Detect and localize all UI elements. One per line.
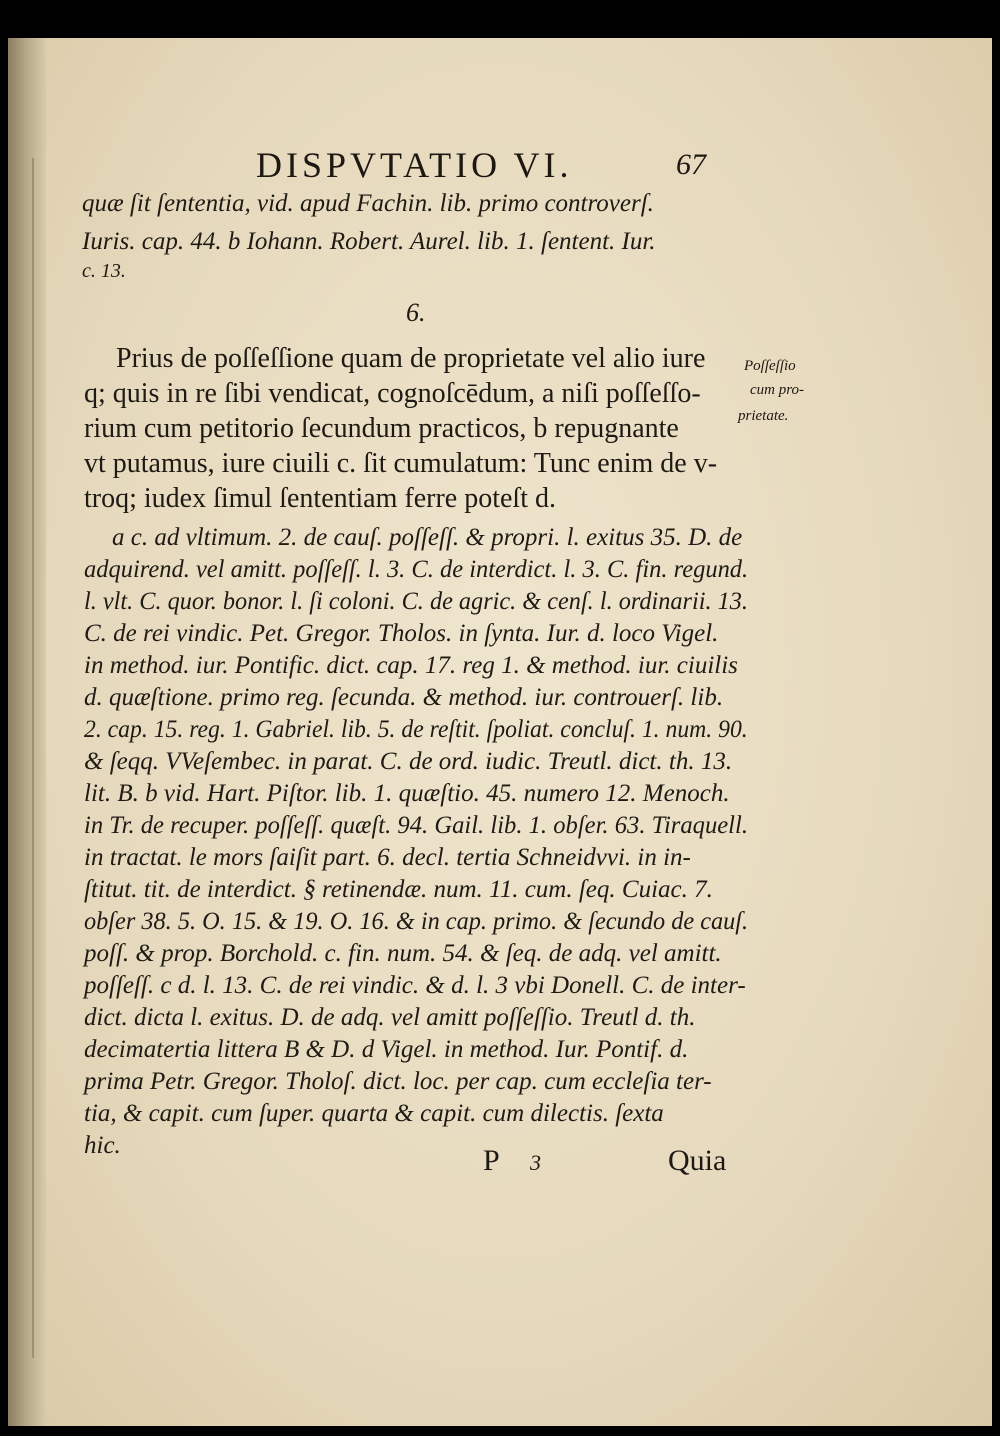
footnote-line: in Tr. de recuper. poſſeſſ. quæſt. 94. Gail. lib. 1. obſer. 63. Tiraquell. (84, 812, 749, 839)
footnote-line: d. quæſtione. primo reg. ſecunda. & method. iur. controuerſ. lib. (84, 684, 724, 711)
footnote-line: ſtitut. tit. de interdict. § retinendæ. num. 11. cum. ſeq. Cuiac. 7. (84, 876, 713, 903)
footnote-line: quæ ſit ſententia, vid. apud Fachin. lib. primo controverſ. (82, 190, 654, 217)
footnote-line: dict. dicta l. exitus. D. de adq. vel amitt poſſeſſio. Treutl d. th. (84, 1004, 696, 1031)
footnote-line: lit. B. b vid. Hart. Piſtor. lib. 1. quæſtio. 45. numero 12. Menoch. (84, 780, 730, 807)
signature-mark: P (483, 1144, 500, 1177)
book-page (8, 38, 992, 1426)
footnote-line: poſſeſſ. c d. l. 13. C. de rei vindic. & d. l. 3 vbi Donell. C. de inter- (84, 972, 746, 999)
catchword: Quia (668, 1144, 727, 1177)
running-title: DISPVTATIO VI. (256, 145, 573, 185)
footnote-line: 2. cap. 15. reg. 1. Gabriel. lib. 5. de reſtit. ſpoliat. concluſ. 1. num. 90. (84, 716, 748, 743)
footnote-line: decimatertia littera B & D. d Vigel. in method. Iur. Pontif. d. (84, 1036, 689, 1063)
body-line: troq; iudex ſimul ſententiam ferre poteſt d. (84, 483, 556, 514)
footnote-line: hic. (84, 1132, 121, 1159)
page-gutter (8, 38, 46, 1426)
section-number: 6. (406, 298, 426, 327)
footnote-line: in method. iur. Pontific. dict. cap. 17. reg 1. & method. iur. ciuilis (84, 652, 738, 679)
gutter-shadow-line (32, 158, 34, 1358)
body-line: rium cum petitorio ſecundum practicos, b repugnante (84, 413, 679, 444)
footnote-line: poſſ. & prop. Borchold. c. fin. num. 54. & ſeq. de adq. vel amitt. (84, 940, 722, 967)
footnote-line: & ſeqq. VVeſembec. in parat. C. de ord. iudic. Treutl. dict. th. 13. (84, 748, 733, 775)
footnote-line: obſer 38. 5. O. 15. & 19. O. 16. & in cap. primo. & ſecundo de cauſ. (84, 908, 749, 935)
margin-note-line: cum pro- (750, 382, 805, 398)
body-line: q; quis in re ſibi vendicat, cognoſcēdum, a niſi poſſeſſo- (84, 378, 701, 409)
footnote-line: Iuris. cap. 44. b Iohann. Robert. Aurel. lib. 1. ſentent. Iur. (82, 228, 656, 255)
footnote-line: in tractat. le mors ſaiſit part. 6. decl. tertia Schneidvvi. in in- (84, 844, 691, 871)
footnote-line: adquirend. vel amitt. poſſeſſ. l. 3. C. de interdict. l. 3. C. fin. regund. (84, 556, 749, 583)
body-line: vt putamus, iure ciuili c. ſit cumulatum: Tunc enim de v- (84, 448, 718, 479)
footnote-line: prima Petr. Gregor. Tholoſ. dict. loc. per cap. cum eccleſia ter- (84, 1068, 712, 1095)
body-line: Prius de poſſeſſione quam de proprietate vel alio iure (116, 343, 706, 374)
margin-note-line: Poſſeſſio (744, 358, 796, 374)
footnote-line: c. 13. (82, 260, 126, 282)
page-number: 67 (676, 148, 706, 181)
page-header (8, 144, 992, 188)
margin-note-line: prietate. (738, 408, 789, 424)
signature-number: 3 (530, 1150, 541, 1175)
footnote-line: tia, & capit. cum ſuper. quarta & capit. cum dilectis. ſexta (84, 1100, 664, 1127)
footnote-line: l. vlt. C. quor. bonor. l. ſi coloni. C. de agric. & cenſ. l. ordinarii. 13. (84, 588, 748, 615)
footnote-line: a c. ad vltimum. 2. de cauſ. poſſeſſ. & propri. l. exitus 35. D. de (112, 524, 743, 551)
footnote-line: C. de rei vindic. Pet. Gregor. Tholos. in ſynta. Iur. d. loco Vigel. (84, 620, 719, 647)
